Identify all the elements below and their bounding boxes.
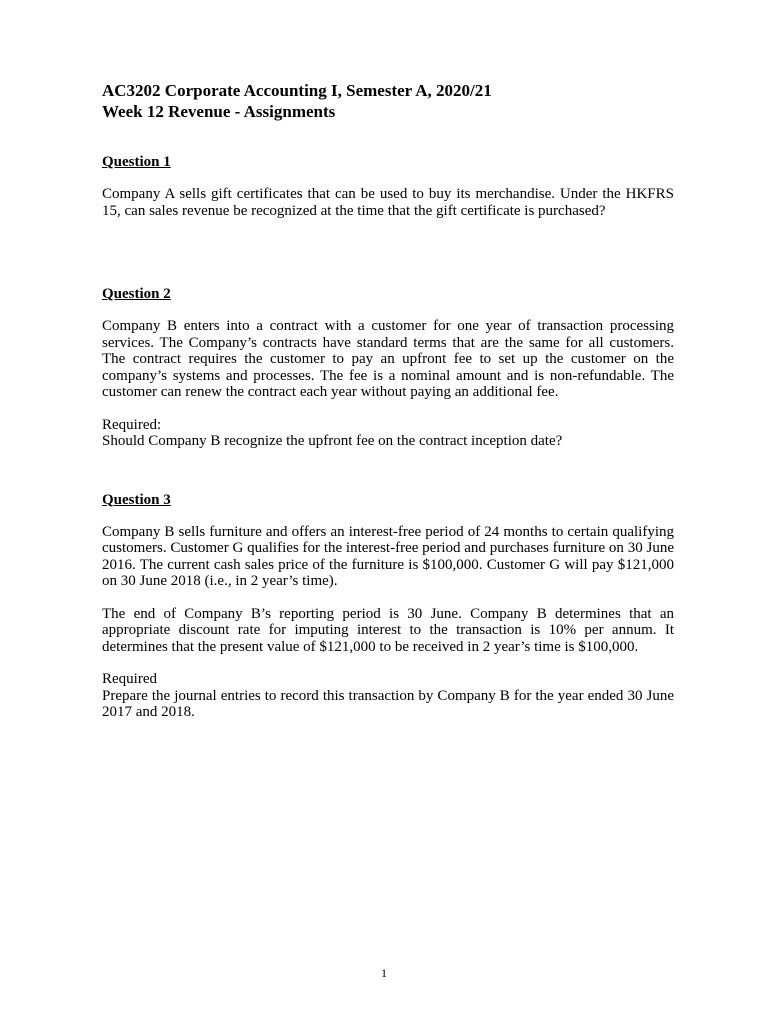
question-2-required-label: Required: bbox=[102, 416, 162, 433]
question-2-required-text: Should Company B recognize the upfront fee on the contract inception date? bbox=[102, 433, 563, 449]
question-3-required-text: Prepare the journal entries to record this transaction by Company B for the year ended 30 June 2017 and 2018. bbox=[102, 687, 674, 720]
question-2-heading: Question 2 bbox=[102, 286, 171, 302]
document-subtitle: Week 12 Revenue - Assignments bbox=[102, 102, 336, 121]
question-3-text-2: The end of Company B’s reporting period is 30 June. Company B determines that an appropriate discount rate for imputing interest to the transaction is 10% per annum. It determines that the present value of $121,000 to be received in 2 year’s time is $100,000. bbox=[102, 605, 674, 655]
question-2-text: Company B enters into a contract with a customer for one year of transaction processing services. The Company’s contracts have standard terms that are the same for all customers. The contract requires the customer to pay an upfront fee to set up the customer on the company’s systems and processes. The fee is a nominal amount and is non-refundable. The customer can renew the contract each year without paying an additional fee. bbox=[102, 318, 674, 400]
question-3-required-label: Required bbox=[102, 671, 157, 687]
question-3-heading: Question 3 bbox=[102, 491, 171, 508]
document-title: AC3202 Corporate Accounting I, Semester A, 2020/21 bbox=[102, 81, 492, 100]
question-1-heading: Question 1 bbox=[102, 154, 171, 170]
page-number: 1 bbox=[381, 966, 387, 980]
document-body bbox=[102, 80, 674, 721]
question-3-text-1: Company B sells furniture and offers an interest-free period of 24 months to certain qualifying customers. Customer G qualifies for the interest-free period and purchases furniture on 30 June 2016. The current cash sales price of the furniture is $100,000. Customer G will pay $121,000 on 30 June 2018 (i.e., in 2 year’s time). bbox=[102, 523, 674, 589]
question-1-text: Company A sells gift certificates that can be used to buy its merchandise. Under the HKFRS 15, can sales revenue be recognized at the time that the gift certificate is purchased? bbox=[102, 186, 674, 219]
